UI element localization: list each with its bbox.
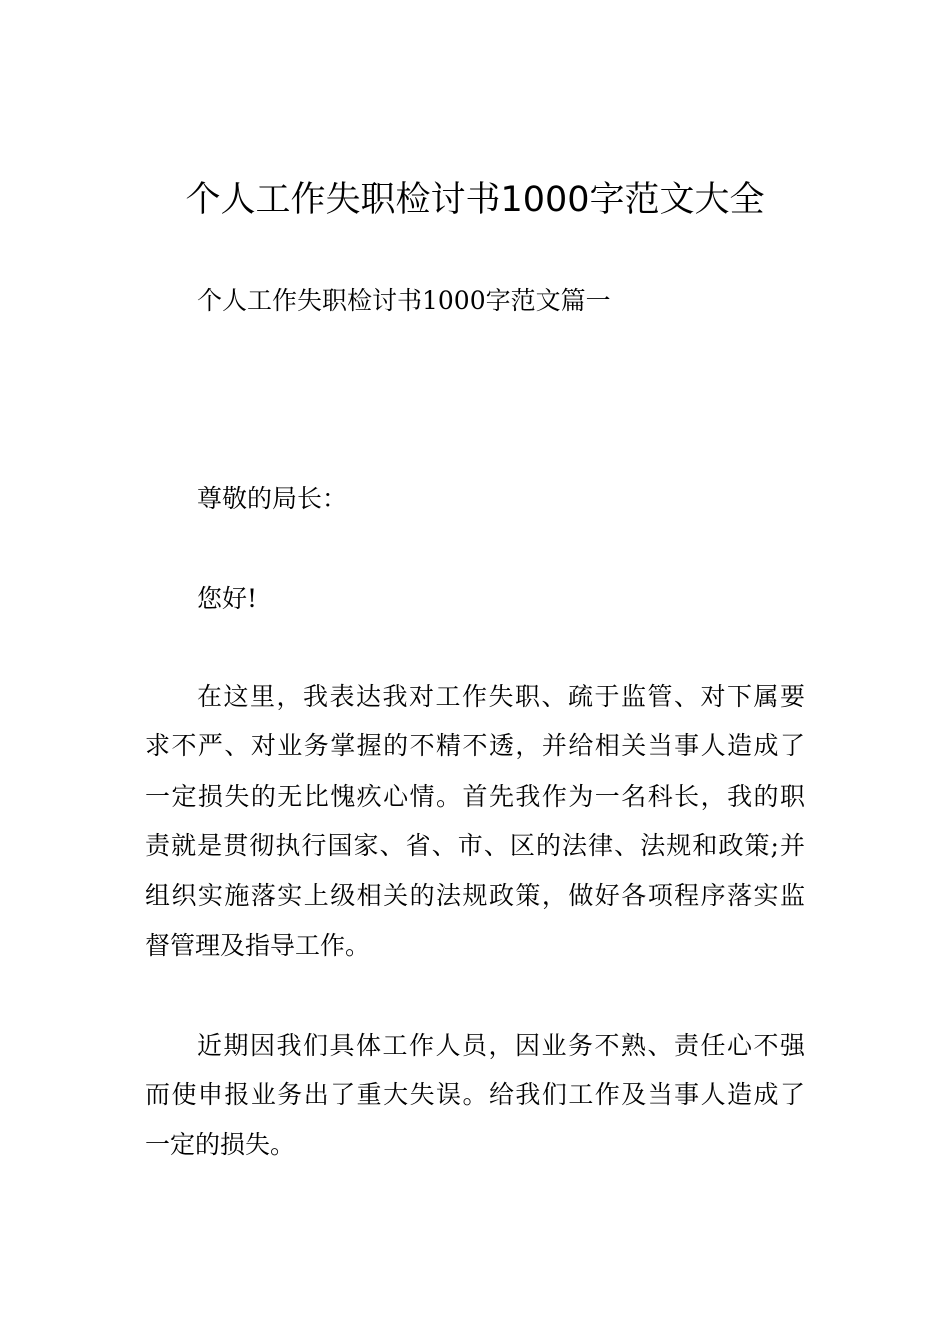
paragraph-line: 在这里，我表达我对工作失职、疏于监管、对下属要 (197, 682, 805, 711)
paragraph-line: 责就是贯彻执行国家、省、市、区的法律、法规和政策;并 (145, 831, 805, 860)
document-title: 个人工作失职检讨书1000字范文大全 (185, 180, 765, 220)
paragraph-line: 组织实施落实上级相关的法规政策，做好各项程序落实监 (145, 881, 805, 910)
section-heading: 个人工作失职检讨书1000字范文篇一 (197, 286, 611, 315)
greeting: 您好! (197, 584, 258, 613)
paragraph-line: 一定的损失。 (145, 1130, 296, 1159)
paragraph-line: 而使申报业务出了重大失误。给我们工作及当事人造成了 (145, 1080, 805, 1109)
paragraph-line: 一定损失的无比愧疚心情。首先我作为一名科长，我的职 (145, 782, 805, 811)
salutation: 尊敬的局长： (197, 484, 348, 513)
paragraph-line: 近期因我们具体工作人员，因业务不熟、责任心不强 (197, 1031, 805, 1060)
paragraph-line: 求不严、对业务掌握的不精不透，并给相关当事人造成了 (145, 731, 805, 760)
paragraph-line: 督管理及指导工作。 (145, 931, 371, 960)
